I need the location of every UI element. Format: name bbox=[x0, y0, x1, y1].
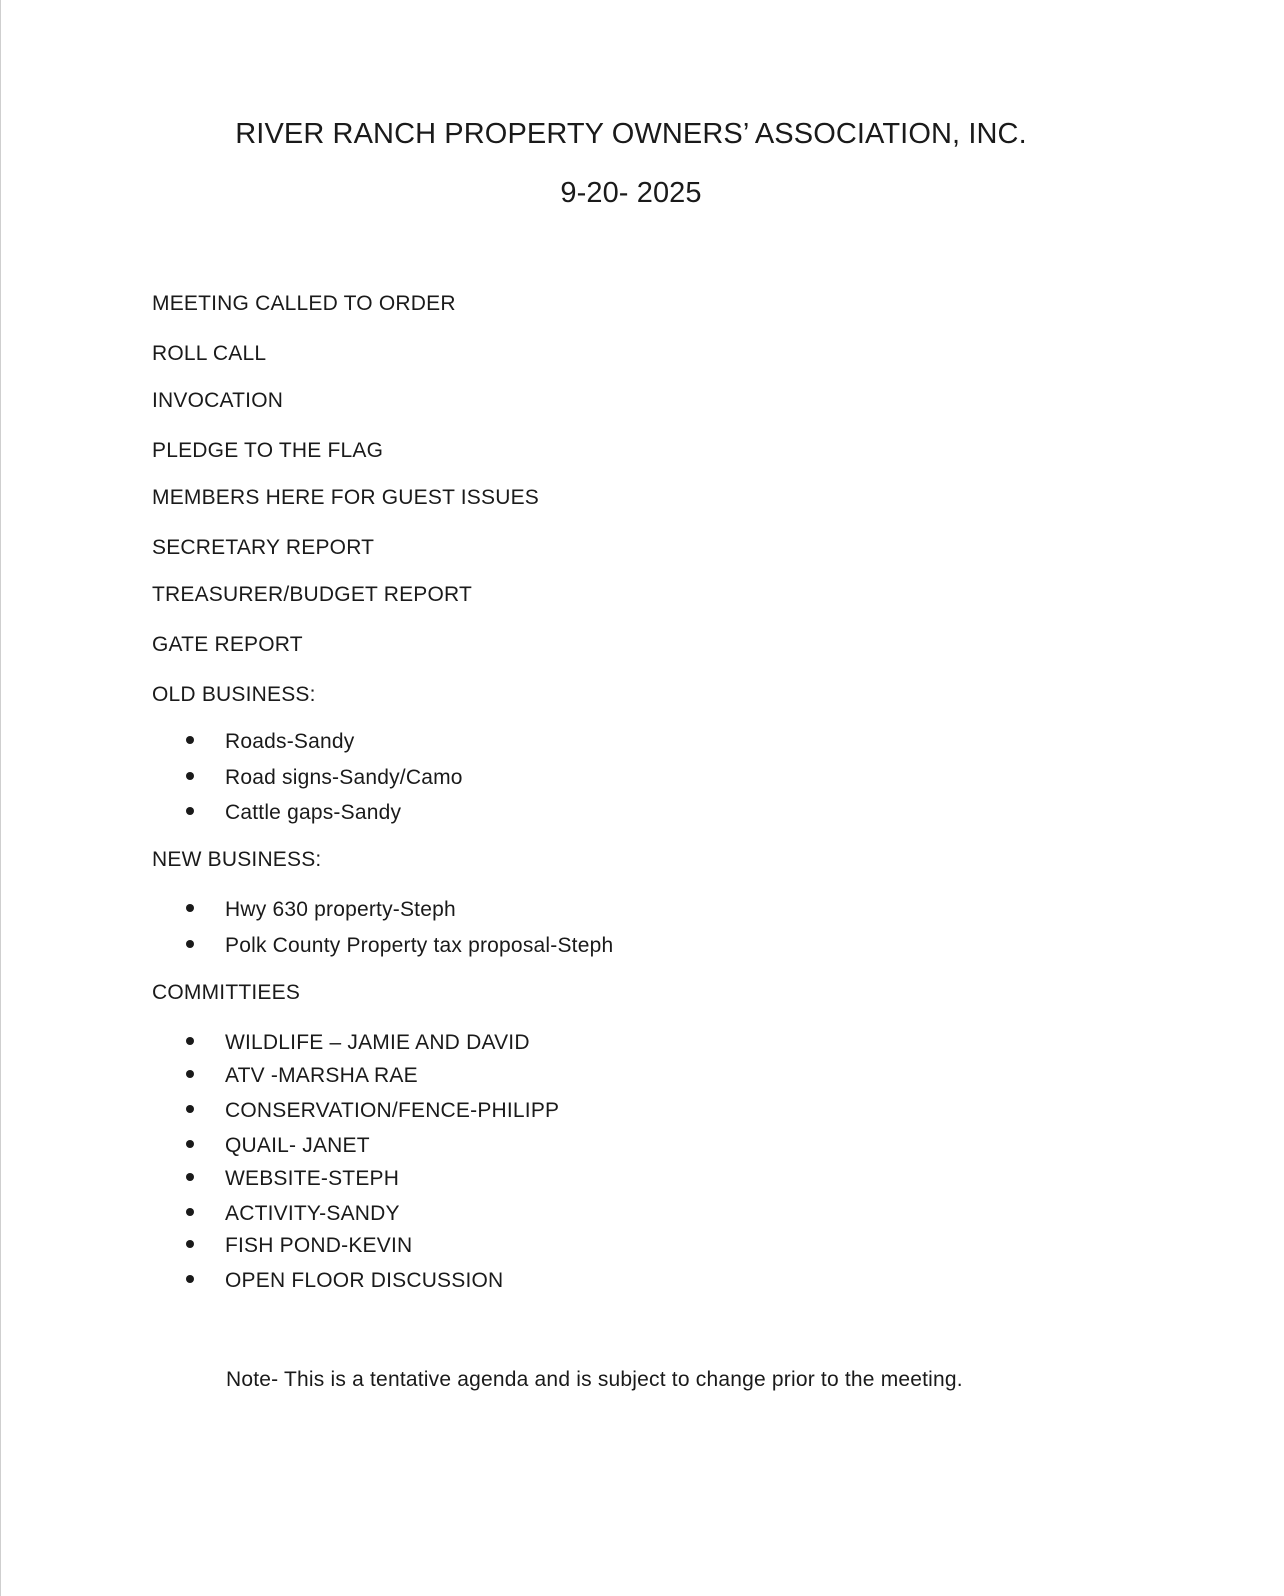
list-item-text: Roads-Sandy bbox=[225, 730, 355, 753]
list-item-text: ATV -MARSHA RAE bbox=[225, 1064, 418, 1087]
list-item-text: WEBSITE-STEPH bbox=[225, 1167, 400, 1190]
list-item bbox=[186, 1202, 400, 1226]
document-date: 9-20- 2025 bbox=[560, 177, 702, 209]
list-item bbox=[186, 898, 456, 922]
bullet-icon bbox=[186, 1105, 194, 1113]
list-item-text: Cattle gaps-Sandy bbox=[225, 801, 402, 824]
bullet-icon bbox=[186, 807, 194, 815]
bullet-icon bbox=[186, 904, 194, 912]
agenda-item-gate: GATE REPORT bbox=[152, 633, 303, 656]
page-edge bbox=[0, 0, 1, 1596]
list-item-text: CONSERVATION/FENCE-PHILIPP bbox=[225, 1099, 560, 1122]
list-item-text: ACTIVITY-SANDY bbox=[225, 1202, 400, 1225]
list-item bbox=[186, 1031, 530, 1055]
agenda-item-invocation: INVOCATION bbox=[152, 389, 284, 412]
bullet-icon bbox=[186, 736, 194, 744]
list-item-text: QUAIL- JANET bbox=[225, 1134, 370, 1157]
committees-heading: COMMITTIEES bbox=[152, 981, 301, 1004]
agenda-item-members-guest: MEMBERS HERE FOR GUEST ISSUES bbox=[152, 486, 539, 509]
list-item bbox=[186, 1099, 559, 1123]
bullet-icon bbox=[186, 940, 194, 948]
list-item bbox=[186, 1167, 399, 1191]
bullet-icon bbox=[186, 1275, 194, 1283]
list-item bbox=[186, 1134, 370, 1158]
list-item-text: Hwy 630 property-Steph bbox=[225, 898, 456, 921]
bullet-icon bbox=[186, 1037, 194, 1045]
bullet-icon bbox=[186, 1070, 194, 1078]
list-item-text: WILDLIFE – JAMIE AND DAVID bbox=[225, 1031, 530, 1054]
agenda-item-pledge: PLEDGE TO THE FLAG bbox=[152, 439, 384, 462]
list-item-text: Polk County Property tax proposal-Steph bbox=[225, 934, 614, 957]
document-title: RIVER RANCH PROPERTY OWNERS’ ASSOCIATION, INC. bbox=[235, 118, 1027, 150]
agenda-item-meeting-called: MEETING CALLED TO ORDER bbox=[152, 292, 456, 315]
list-item-text: OPEN FLOOR DISCUSSION bbox=[225, 1269, 504, 1292]
list-item bbox=[186, 934, 613, 958]
list-item bbox=[186, 1269, 503, 1293]
list-item bbox=[186, 730, 354, 754]
new-business-heading: NEW BUSINESS: bbox=[152, 848, 322, 871]
agenda-item-treasurer: TREASURER/BUDGET REPORT bbox=[152, 583, 473, 606]
bullet-icon bbox=[186, 1140, 194, 1148]
old-business-heading: OLD BUSINESS: bbox=[152, 683, 316, 706]
list-item bbox=[186, 1234, 412, 1258]
list-item bbox=[186, 801, 401, 825]
list-item-text: FISH POND-KEVIN bbox=[225, 1234, 413, 1257]
agenda-item-roll-call: ROLL CALL bbox=[152, 342, 267, 365]
bullet-icon bbox=[186, 772, 194, 780]
agenda-item-secretary: SECRETARY REPORT bbox=[152, 536, 375, 559]
bullet-icon bbox=[186, 1173, 194, 1181]
list-item bbox=[186, 766, 463, 790]
agenda-note: Note- This is a tentative agenda and is subject to change prior to the meeting. bbox=[226, 1368, 963, 1391]
bullet-icon bbox=[186, 1208, 194, 1216]
bullet-icon bbox=[186, 1240, 194, 1248]
list-item bbox=[186, 1064, 418, 1088]
list-item-text: Road signs-Sandy/Camo bbox=[225, 766, 463, 789]
